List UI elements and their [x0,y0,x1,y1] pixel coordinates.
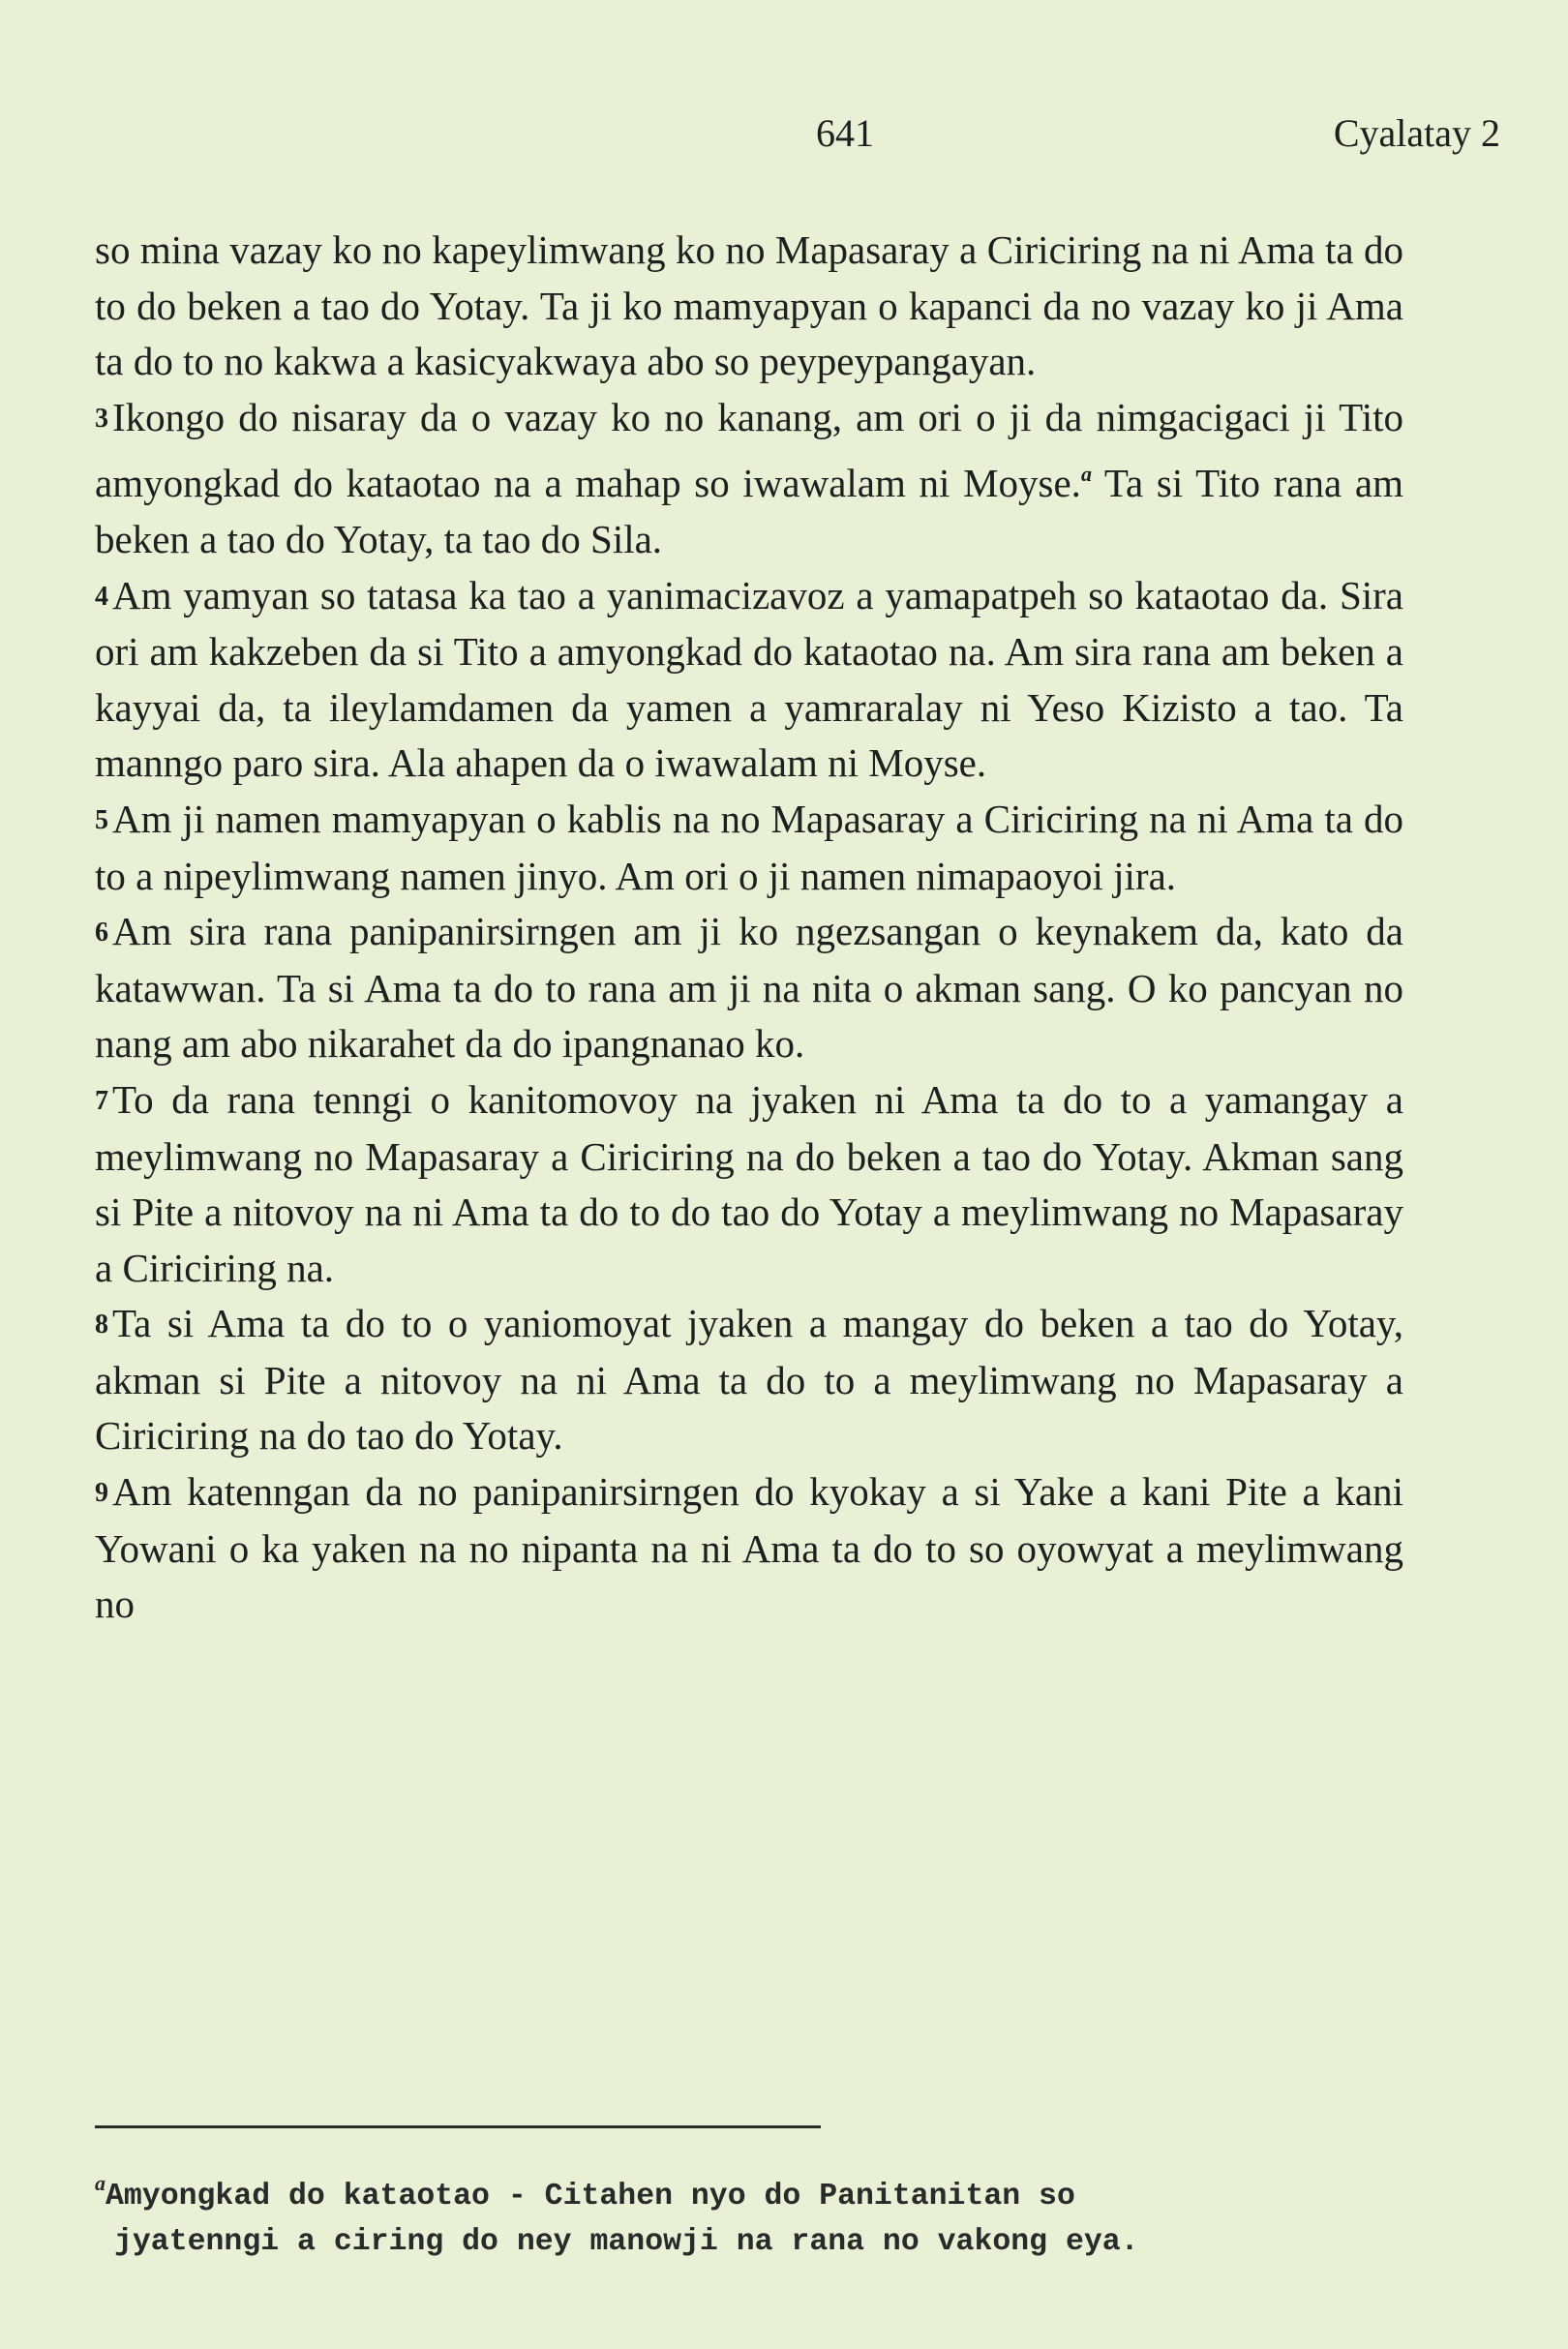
verse-number: 8 [95,1310,108,1340]
verse-text: To da rana tenngi o kanitomovoy na jyaken ni Ama ta do to a yamangay a meylimwang no Mapasaray a Ciriciring na do beken a tao do Yotay. Akman sang si Pite a nitovoy na ni Ama ta do to do tao do Yotay a meylimwang no Mapasaray a Ciriciring na. [95,1076,1403,1290]
verse-text: Am katenngan da no panipanirsirngen do kyokay a si Yake a kani Pite a kani Yowani o ka yaken na no nipanta na ni Ama ta do to so oyowyat a meylimwang no [95,1469,1403,1627]
verse-text: Ikongo do nisaray da o vazay ko no kanang, am ori o ji da nimgacigaci ji Tito amyongkad do kataotao na a mahap so iwawalam ni Moyse. [95,394,1403,506]
verse-9 [95,1464,1403,1633]
footnote-letter: a [95,2171,106,2195]
verse-number: 5 [95,804,108,835]
verse-5 [95,792,1403,904]
running-head: Cyalatay 2 [1333,111,1500,155]
verse-6 [95,904,1403,1072]
page-header [95,105,1500,163]
verse-text: so mina vazay ko no kapeylimwang ko no Mapasaray a Ciriciring na ni Ama ta do to do beken a tao do Yotay. Ta ji ko mamyapyan o kapanci da no vazay ko ji Ama ta do to no kakwa a kasicyakwaya abo so peypeypangayan. [95,227,1403,384]
verse-3 [95,390,1403,568]
verse-text: Ta si Ama ta do to o yaniomoyat jyaken a mangay do beken a tao do Yotay, akman si Pite a nitovoy na ni Ama ta do to a meylimwang no Mapasaray a Ciriciring na do tao do Yotay. [95,1301,1403,1459]
footnote-line-2 [95,2219,1353,2265]
footnote-marker[interactable]: a [1080,462,1092,487]
verse-number: 4 [95,581,108,612]
footnote-line-1 [95,2160,1353,2219]
footnote-divider [95,2125,821,2128]
verse-continuation [95,223,1403,390]
verse-number: 9 [95,1478,108,1509]
footnote-text-1: Amyongkad do kataotao - Citahen nyo do Panitanitan so [106,2180,1075,2213]
verse-4 [95,568,1403,792]
verse-number: 7 [95,1085,108,1116]
verse-text: Am yamyan so tatasa ka tao a yanimacizavoz a yamapatpeh so kataotao da. Sira ori am kakzeben da si Tito a amyongkad do kataotao na. Am sira rana am beken a kayyai da, ta ileylamdamen da yamen a yamraralay ni Yeso Kizisto a tao. Ta manngo paro sira. Ala ahapen da o iwawalam ni Moyse. [95,572,1403,786]
body-text [95,223,1403,1633]
verse-text: Am sira rana panipanirsirngen am ji ko ngezsangan o keynakem da, kato da katawwan. Ta si Ama ta do to rana am ji na nita o akman sang. O ko pancyan no nang am abo nikarahet da do ipangnanao ko. [95,909,1403,1067]
verse-7 [95,1072,1403,1296]
verse-8 [95,1296,1403,1464]
page-number: 641 [816,111,874,155]
verse-text-after-footnote: Ta si Tito rana am beken a tao do Yotay, ta tao do Sila. [95,461,1403,561]
verse-number: 3 [95,403,108,434]
verse-text: Am ji namen mamyapyan o kablis na no Mapasaray a Ciriciring na ni Ama ta do to a nipeylimwang namen jinyo. Am ori o ji namen nimapaoyoi jira. [95,796,1403,898]
verse-number: 6 [95,918,108,949]
footnote [95,2160,1353,2265]
footnote-text-2: jyatenngi a ciring do ney manowji na rana no vakong eya. [114,2225,1139,2259]
